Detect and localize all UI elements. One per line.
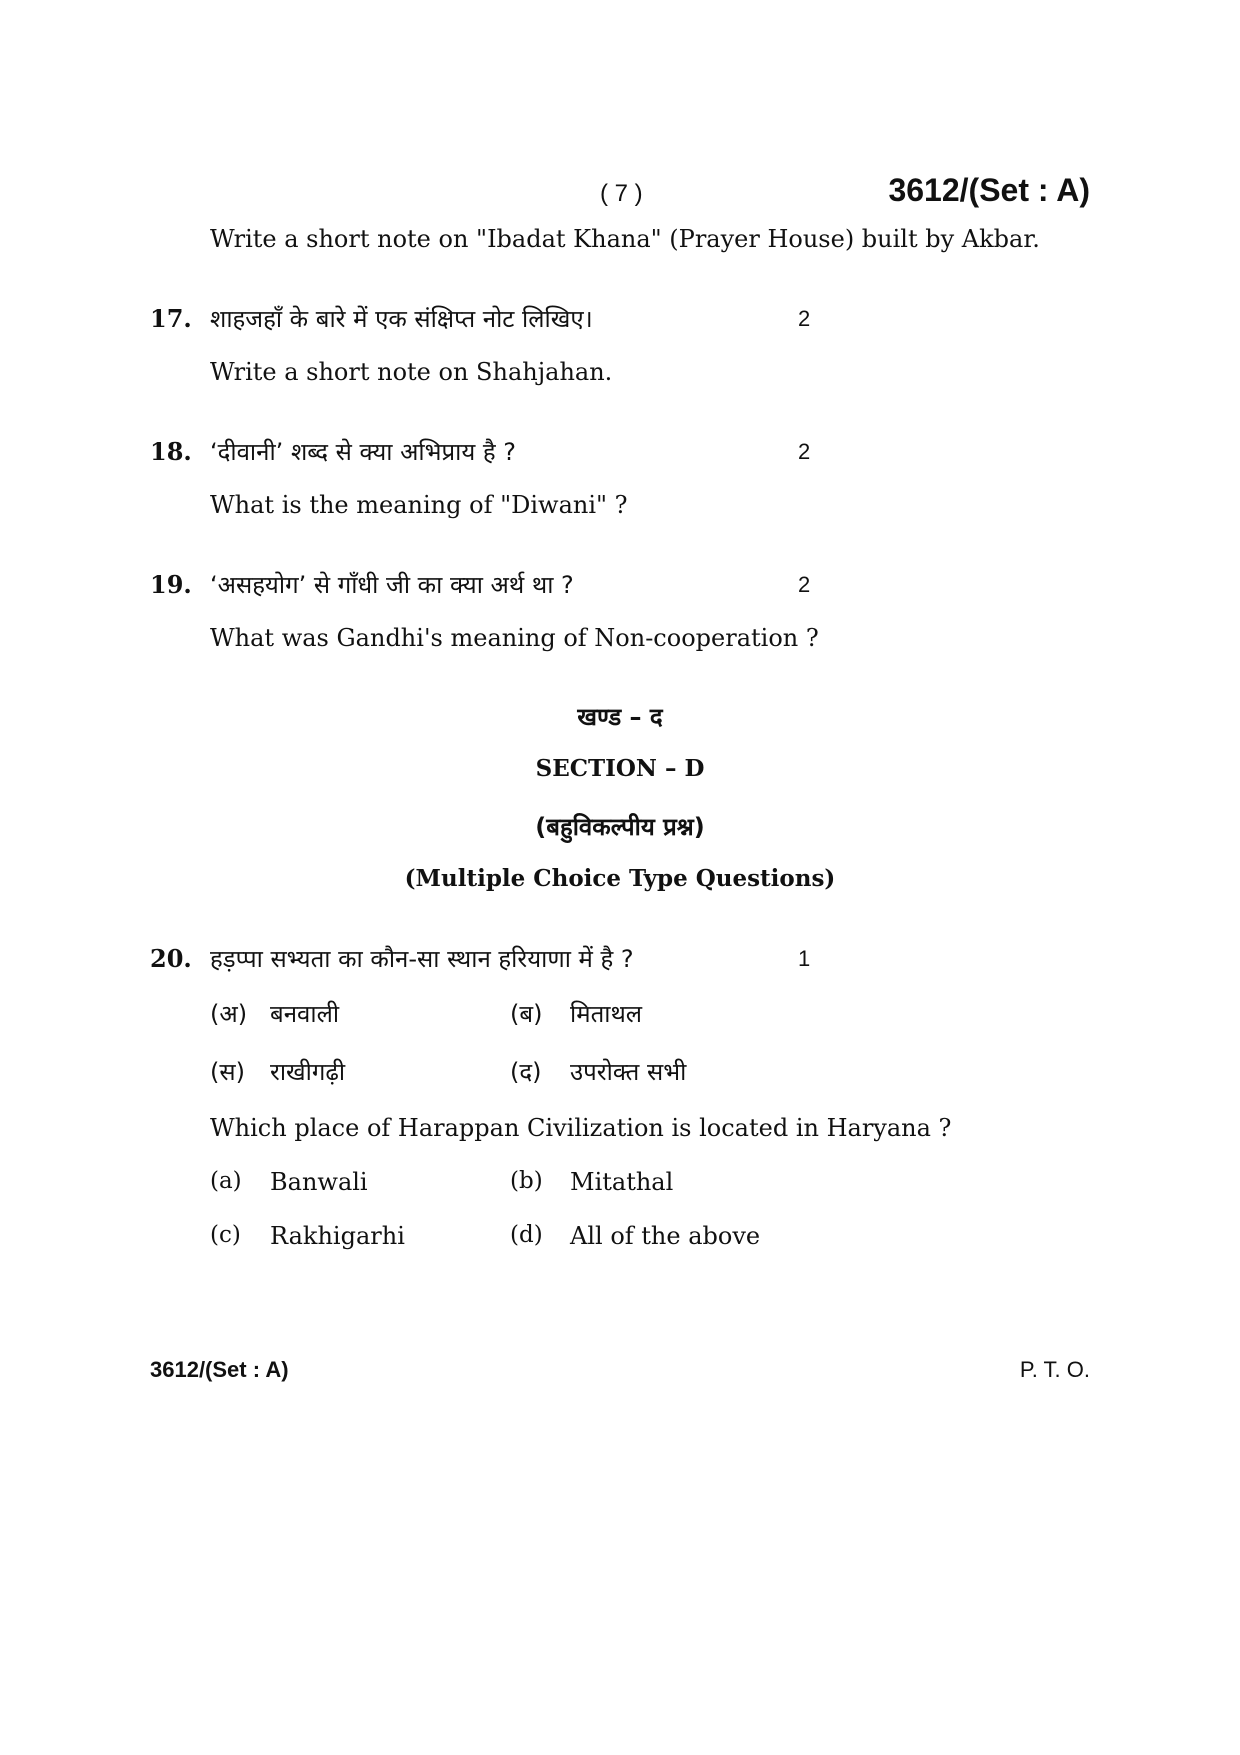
question-17-number: 17.	[150, 304, 192, 333]
option-text: All of the above	[570, 1222, 761, 1250]
option-label: (b)	[510, 1168, 543, 1194]
section-english-title: SECTION – D	[535, 755, 705, 782]
option-label: (स)	[210, 1058, 245, 1086]
page-turn-over: P. T. O.	[1019, 1357, 1090, 1382]
option-label: (d)	[510, 1222, 543, 1248]
option-label: (ब)	[510, 1000, 543, 1028]
footer-paper-code: 3612/(Set : A)	[150, 1357, 289, 1382]
question-18-hindi: ‘दीवानी’ शब्द से क्या अभिप्राय है ?	[210, 438, 517, 466]
question-17-english: Write a short note on Shahjahan.	[210, 358, 613, 386]
question-16-english: Write a short note on "Ibadat Khana" (Prayer House) built by Akbar.	[210, 225, 1040, 253]
option-text: मिताथल	[570, 1000, 643, 1028]
question-17-hindi: शाहजहाँ के बारे में एक संक्षिप्त नोट लिखिए।	[210, 305, 593, 333]
option-text: Mitathal	[570, 1168, 674, 1196]
option-text: बनवाली	[270, 1000, 340, 1028]
question-19-number: 19.	[150, 570, 192, 599]
question-18-number: 18.	[150, 437, 192, 466]
question-19-hindi: ‘असहयोग’ से गाँधी जी का क्या अर्थ था ?	[210, 571, 574, 599]
question-19-english: What was Gandhi's meaning of Non-cooperation ?	[210, 624, 819, 652]
section-hindi-subtitle: (बहुविकल्पीय प्रश्न)	[535, 813, 705, 841]
question-19-marks: 2	[798, 572, 811, 597]
section-hindi-title: खण्ड – द	[577, 703, 663, 731]
option-text: राखीगढ़ी	[270, 1058, 346, 1086]
question-20-marks: 1	[798, 946, 811, 971]
question-20-hindi: हड़प्पा सभ्यता का कौन-सा स्थान हरियाणा में है ?	[210, 945, 634, 973]
question-20-english: Which place of Harappan Civilization is located in Haryana ?	[210, 1114, 952, 1142]
option-text: Banwali	[270, 1168, 368, 1196]
option-text: Rakhigarhi	[270, 1222, 405, 1250]
option-label: (c)	[210, 1222, 241, 1248]
option-label: (अ)	[210, 1000, 248, 1028]
option-label: (द)	[510, 1058, 542, 1086]
question-18-english: What is the meaning of "Diwani" ?	[210, 491, 628, 519]
question-18-marks: 2	[798, 439, 811, 464]
option-label: (a)	[210, 1168, 242, 1194]
question-17-marks: 2	[798, 306, 811, 331]
paper-code: 3612/(Set : A)	[888, 172, 1090, 208]
question-20-number: 20.	[150, 944, 192, 973]
section-english-subtitle: (Multiple Choice Type Questions)	[404, 865, 836, 892]
page-number: ( 7 )	[600, 180, 643, 207]
option-text: उपरोक्त सभी	[570, 1058, 687, 1086]
